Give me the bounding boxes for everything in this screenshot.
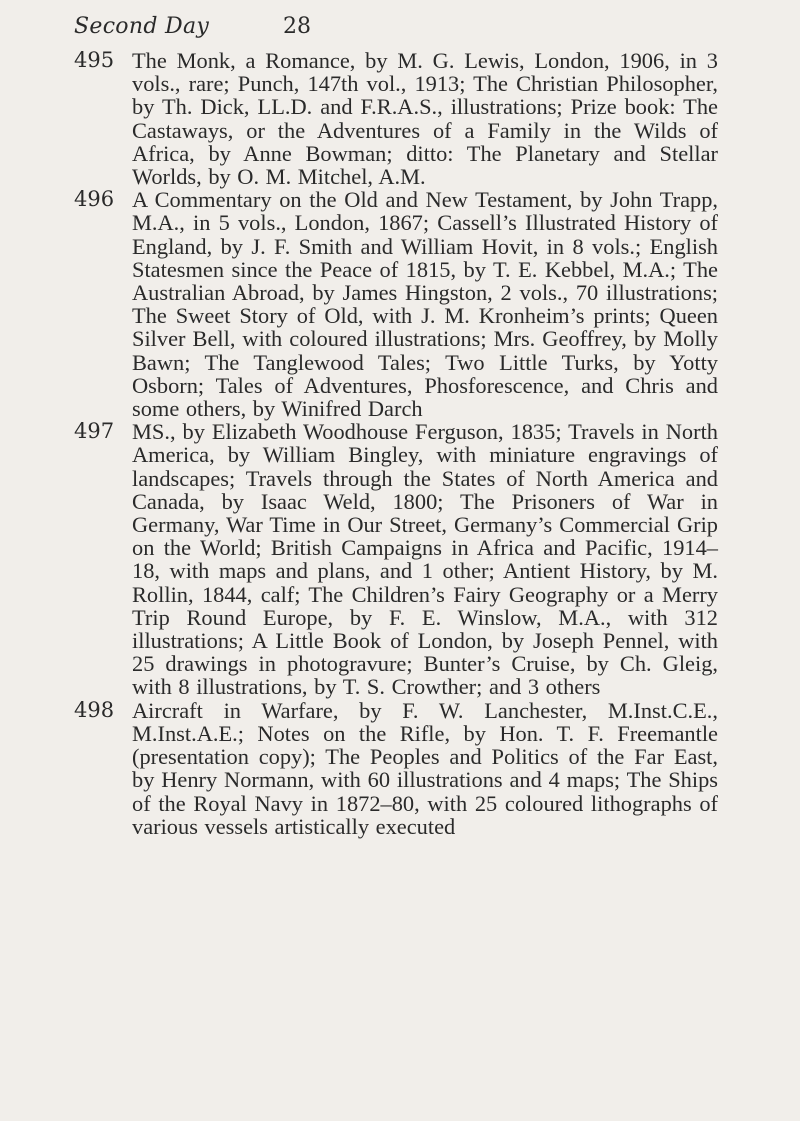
running-head: Second Day: [74, 14, 210, 39]
lot-number: 498: [74, 697, 115, 722]
lot-number: 495: [74, 48, 115, 72]
catalogue-entries: [0, 49, 800, 838]
lot-description: MS., by Elizabeth Woodhouse Ferguson, 1835; Travels in North America, by William Bingley, with miniature engravings of landscapes; Travels through the States of North America and Canada, by Isaac Weld, 1800; The Prisoners of War in Germany, War Time in Our Street, Germany’s Commercial Grip on the World; British Campaigns in Africa and Pacific, 1914–18, with maps and plans, and 1 other; Antient History, by M. Rollin, 1844, calf; The Children’s Fairy Geography or a Merry Trip Round Europe, by F. E. Winslow, M.A., with 312 illustrations; A Little Book of London, by Joseph Pennel, with 25 drawings in photogravure; Bunter’s Cruise, by Ch. Gleig, with 8 illustrations, by T. S. Crowther; and 3 others: [132, 419, 718, 700]
lot-description: Aircraft in Warfare, by F. W. Lanchester, M.Inst.C.E., M.Inst.A.E.; Notes on the Rifle, by Hon. T. F. Freemantle (presentation copy); The Peoples and Politics of the Far East, by Henry Normann, with 60 illustrations and 4 maps; The Ships of the Royal Navy in 1872–80, with 25 coloured lithographs of various vessels artistically executed: [132, 697, 718, 839]
catalogue-entry: [0, 188, 800, 420]
page-number: 28: [283, 14, 311, 39]
catalogue-entry: [0, 420, 800, 698]
page-header: [0, 14, 800, 50]
lot-number: 496: [74, 187, 115, 212]
catalogue-entry: [0, 49, 800, 188]
lot-number: 497: [74, 419, 115, 444]
lot-description: A Commentary on the Old and New Testament, by John Trapp, M.A., in 5 vols., London, 1867; Cassell’s Illustrated History of England, by J. F. Smith and William Hovit, in 8 vols.; English Statesmen since the Peace of 1815, by T. E. Kebbel, M.A.; The Australian Abroad, by James Hingston, 2 vols., 70 illustrations; The Sweet Story of Old, with J. M. Kronheim’s prints; Queen Silver Bell, with coloured illustrations; Mrs. Geoffrey, by Molly Bawn; The Tanglewood Tales; Two Little Turks, by Yotty Osborn; Tales of Adventures, Phosforescence, and Chris and some others, by Winifred Darch: [132, 187, 718, 422]
lot-description: The Monk, a Romance, by M. G. Lewis, London, 1906, in 3 vols., rare; Punch, 147th vol., 1913; The Christian Philosopher, by Th. Dick, LL.D. and F.R.A.S., illustrations; Prize book: The Castaways, or the Adventures of a Family in the Wilds of Africa, by Anne Bowman; ditto: The Planetary and Stellar Worlds, by O. M. Mitchel, A.M.: [132, 48, 718, 190]
catalogue-entry: [0, 699, 800, 838]
